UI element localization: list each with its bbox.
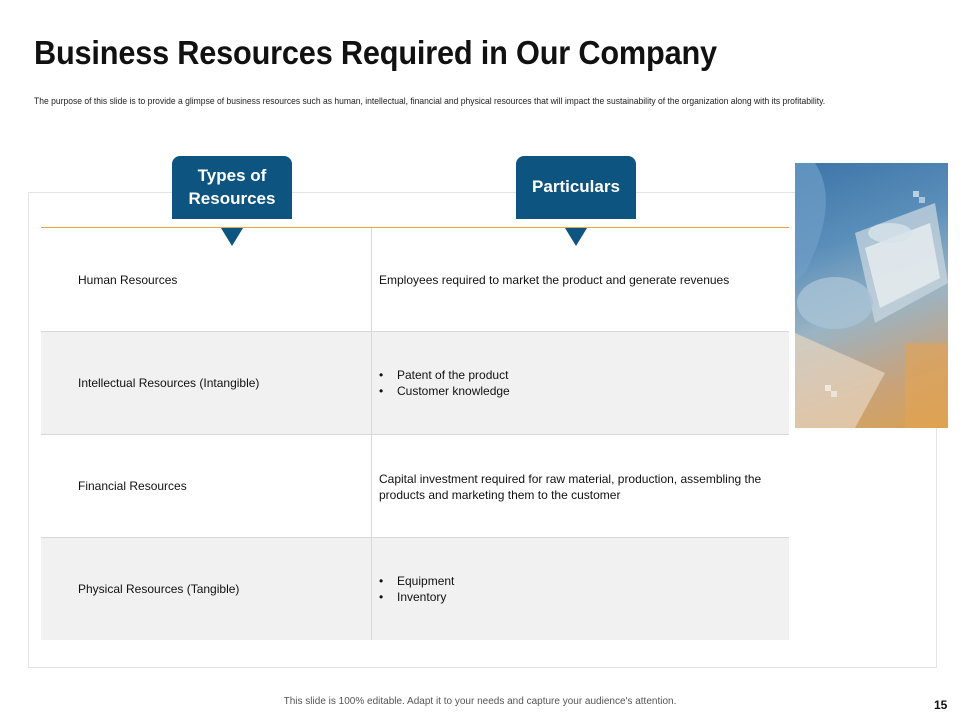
bullet-text: Customer knowledge	[397, 384, 510, 398]
table-row	[41, 228, 789, 331]
bullet-marker: •	[379, 368, 384, 382]
particulars-text: Employees required to market the product and generate revenues	[379, 273, 730, 287]
particulars-cell	[372, 435, 789, 537]
slide-subtitle: The purpose of this slide is to provide a glimpse of business resources such as human, intellectual, financial and physical resources that will impact the sustainability of the organization along with its profitability.	[34, 96, 826, 107]
business-meeting-photo	[795, 163, 948, 428]
table-row	[41, 331, 789, 434]
bullet-text: Inventory	[397, 590, 447, 604]
header-types-line2: Resources	[188, 188, 276, 208]
table-row	[41, 434, 789, 537]
page-number: 15	[934, 698, 948, 712]
bullet-marker: •	[379, 574, 384, 588]
resource-type-cell: Physical Resources (Tangible)	[41, 538, 372, 640]
resource-type-cell: Human Resources	[41, 228, 372, 331]
bullet-marker: •	[379, 590, 384, 604]
resources-table	[41, 227, 789, 639]
table-row	[41, 537, 789, 640]
header-types-line1: Types of	[197, 166, 267, 186]
bullet-item	[379, 367, 775, 383]
slide-footer: This slide is 100% editable. Adapt it to your needs and capture your audience's attention.	[283, 696, 677, 707]
particulars-text: Capital investment required for raw material, production, assembling the products and marketing them to the customer	[379, 472, 762, 502]
bullet-item	[379, 573, 775, 589]
resource-type-cell: Intellectual Resources (Intangible)	[41, 332, 372, 434]
resource-type-cell: Financial Resources	[41, 435, 372, 537]
header-particulars-label: Particulars	[532, 177, 620, 197]
slide-title: Business Resources Required in Our Company	[34, 34, 717, 71]
bullet-item	[379, 589, 775, 605]
header-particulars	[516, 156, 636, 219]
bullet-item	[379, 383, 775, 399]
particulars-cell	[372, 332, 789, 434]
bullet-marker: •	[379, 384, 384, 398]
header-types-of-resources	[172, 156, 292, 219]
bullet-text: Equipment	[397, 574, 455, 588]
bullet-text: Patent of the product	[397, 368, 509, 382]
particulars-cell	[372, 228, 789, 331]
particulars-cell	[372, 538, 789, 640]
